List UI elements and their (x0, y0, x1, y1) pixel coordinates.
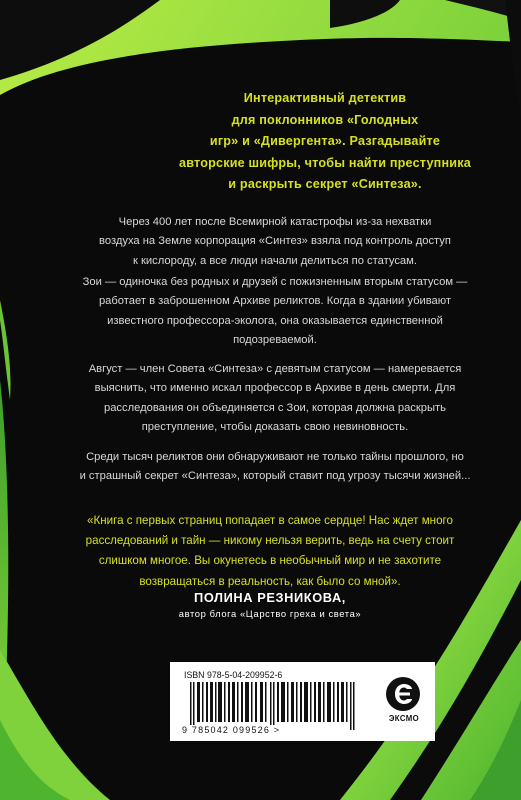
synopsis-paragraph-4 (55, 448, 495, 487)
blurb-line: Интерактивный детектив (243, 91, 407, 105)
eksmo-e-logo-icon (385, 676, 421, 712)
quote-author-subtitle: автор блога «Царство греха и света» (178, 608, 362, 619)
synopsis-line: выяснить, что именно искал профессор в Архиве в день смерти. Для (94, 382, 456, 395)
barcode-icon (182, 682, 378, 730)
synopsis-line: подозреваемой. (233, 334, 317, 347)
blurb-line: игр» и «Дивергента». Разгадывайте (209, 134, 441, 149)
synopsis-line: работает в заброшенном Архиве реликтов. Когда в здании убивают (98, 295, 452, 308)
barcode-panel (170, 662, 435, 741)
synopsis-line: преступление, чтобы доказать свою невиновность. (141, 421, 409, 434)
blurb-line: авторские шифры, чтобы найти преступника (179, 155, 471, 170)
barcode-number: 9 785042 099526 > (182, 725, 281, 735)
tagline-blurb (175, 88, 475, 196)
isbn-text: ISBN 978-5-04-209952-6 (184, 670, 283, 680)
quote-line: возвращаться в реальность, как было со мной». (139, 574, 401, 588)
synopsis-paragraph-1 (55, 213, 495, 271)
synopsis-line: и страшный секрет «Синтеза», который ставит под угрозу тысячи жизней... (79, 470, 471, 483)
quote-line: «Книга с первых страниц попадает в самое сердце! Нас ждет много (87, 514, 453, 527)
quote-line: слишком многое. Вы окунетесь в необычный мир и не захотите (98, 554, 442, 568)
synopsis-line: расследования он объединяется с Зои, которая должна раскрыть (103, 401, 447, 414)
synopsis-line: воздуха на Земле корпорация «Синтез» взяла под контроль доступ (99, 235, 451, 248)
review-quote (50, 511, 490, 592)
synopsis-line: Через 400 лет после Всемирной катастрофы из-за нехватки (118, 216, 432, 228)
synopsis-line: Среди тысяч реликтов они обнаруживают не только тайны прошлого, но (86, 451, 464, 463)
synopsis-paragraph-2 (55, 273, 495, 351)
quote-line: расследований и тайн — никому нельзя верить, ведь на счету стоит (85, 534, 455, 548)
publisher-name: ЭКСМО (388, 714, 420, 723)
synopsis-line: к кислороду, а все люди начали делиться по статусам. (133, 254, 417, 267)
synopsis-line: Зои — одиночка без родных и друзей с пожизненным вторым статусом — (82, 276, 468, 288)
synopsis-line: Август — член Совета «Синтеза» с девятым статусом — намеревается (88, 363, 462, 375)
synopsis-line: известного профессора-эколога, она оказывается единственной (107, 314, 443, 327)
quote-author-name: ПОЛИНА РЕЗНИКОВА, (194, 590, 346, 605)
blurb-line: для поклонников «Голодных (231, 112, 419, 127)
synopsis-paragraph-3 (55, 360, 495, 438)
blurb-line: и раскрыть секрет «Синтеза». (228, 177, 422, 192)
